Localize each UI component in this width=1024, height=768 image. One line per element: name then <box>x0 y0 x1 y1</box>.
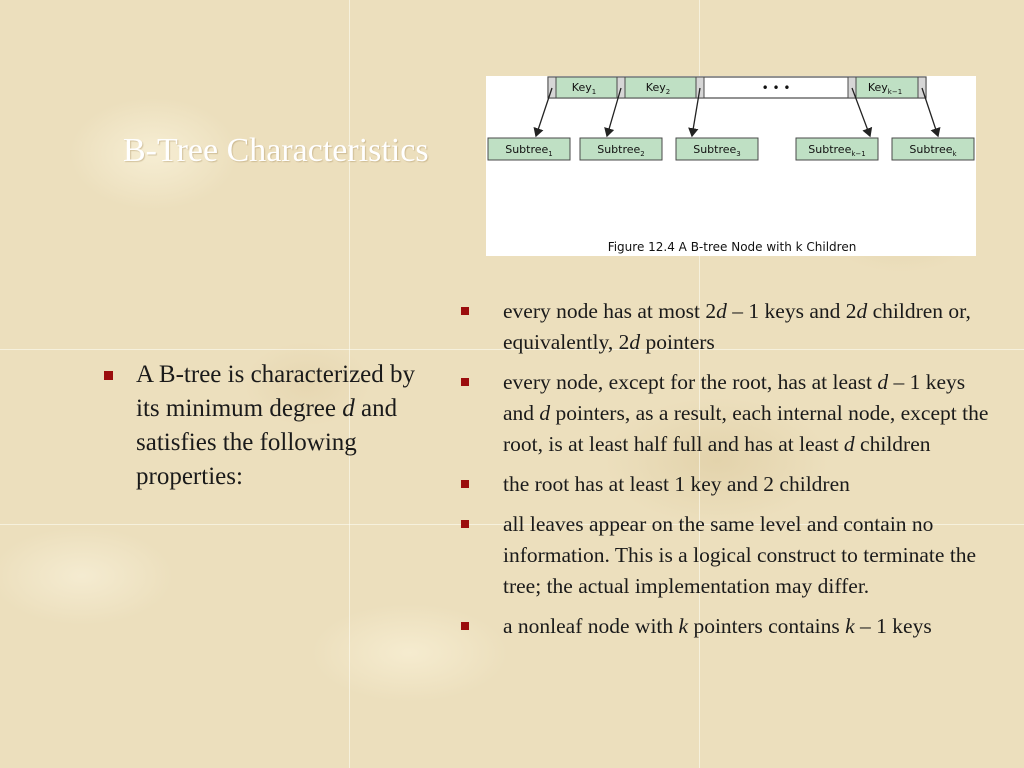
square-bullet-icon <box>461 520 469 528</box>
subtree-label: Subtree$_1$ <box>505 143 553 158</box>
square-bullet-icon <box>104 371 113 380</box>
square-bullet-icon <box>461 378 469 386</box>
property-bullet: every node, except for the root, has at least d – 1 keys and d pointers, as a result, each internal node, except the root, is at least half full and has at least d children <box>461 367 991 460</box>
pointer-cell <box>696 77 704 98</box>
intro-bullet: A B-tree is characterized by its minimum degree d and satisfies the following properties: <box>104 358 424 494</box>
key-ellipsis: • • • <box>761 81 791 95</box>
child-pointer-arrow <box>536 88 552 136</box>
btree-diagram <box>486 76 976 256</box>
figure-caption: Figure 12.4 A B-tree Node with k Children <box>607 240 857 254</box>
properties-bullet-list <box>461 296 991 651</box>
subtree-label: Subtree$_k$ <box>909 143 957 158</box>
btree-node-figure <box>486 76 976 256</box>
key-label: Key$_{k-1}$ <box>867 81 903 96</box>
property-bullet: all leaves appear on the same level and contain no information. This is a logical construct to terminate the tree; the actual implementation may differ. <box>461 509 991 602</box>
child-pointer-arrow <box>922 88 938 136</box>
subtree-label: Subtree$_{k-1}$ <box>808 143 866 158</box>
subtree-label: Subtree$_2$ <box>597 143 645 158</box>
property-bullet: every node has at most 2d – 1 keys and 2d children or, equivalently, 2d pointers <box>461 296 991 358</box>
square-bullet-icon <box>461 622 469 630</box>
property-bullet: a nonleaf node with k pointers contains k – 1 keys <box>461 611 991 642</box>
property-bullet: the root has at least 1 key and 2 children <box>461 469 991 500</box>
slide-title: B-Tree Characteristics <box>123 132 429 169</box>
key-label: Key$_2$ <box>645 81 671 96</box>
pointer-cell <box>617 77 625 98</box>
intro-bullet-list <box>104 358 424 494</box>
square-bullet-icon <box>461 480 469 488</box>
subtree-label: Subtree$_3$ <box>693 143 741 158</box>
key-label: Key$_1$ <box>571 81 597 96</box>
square-bullet-icon <box>461 307 469 315</box>
